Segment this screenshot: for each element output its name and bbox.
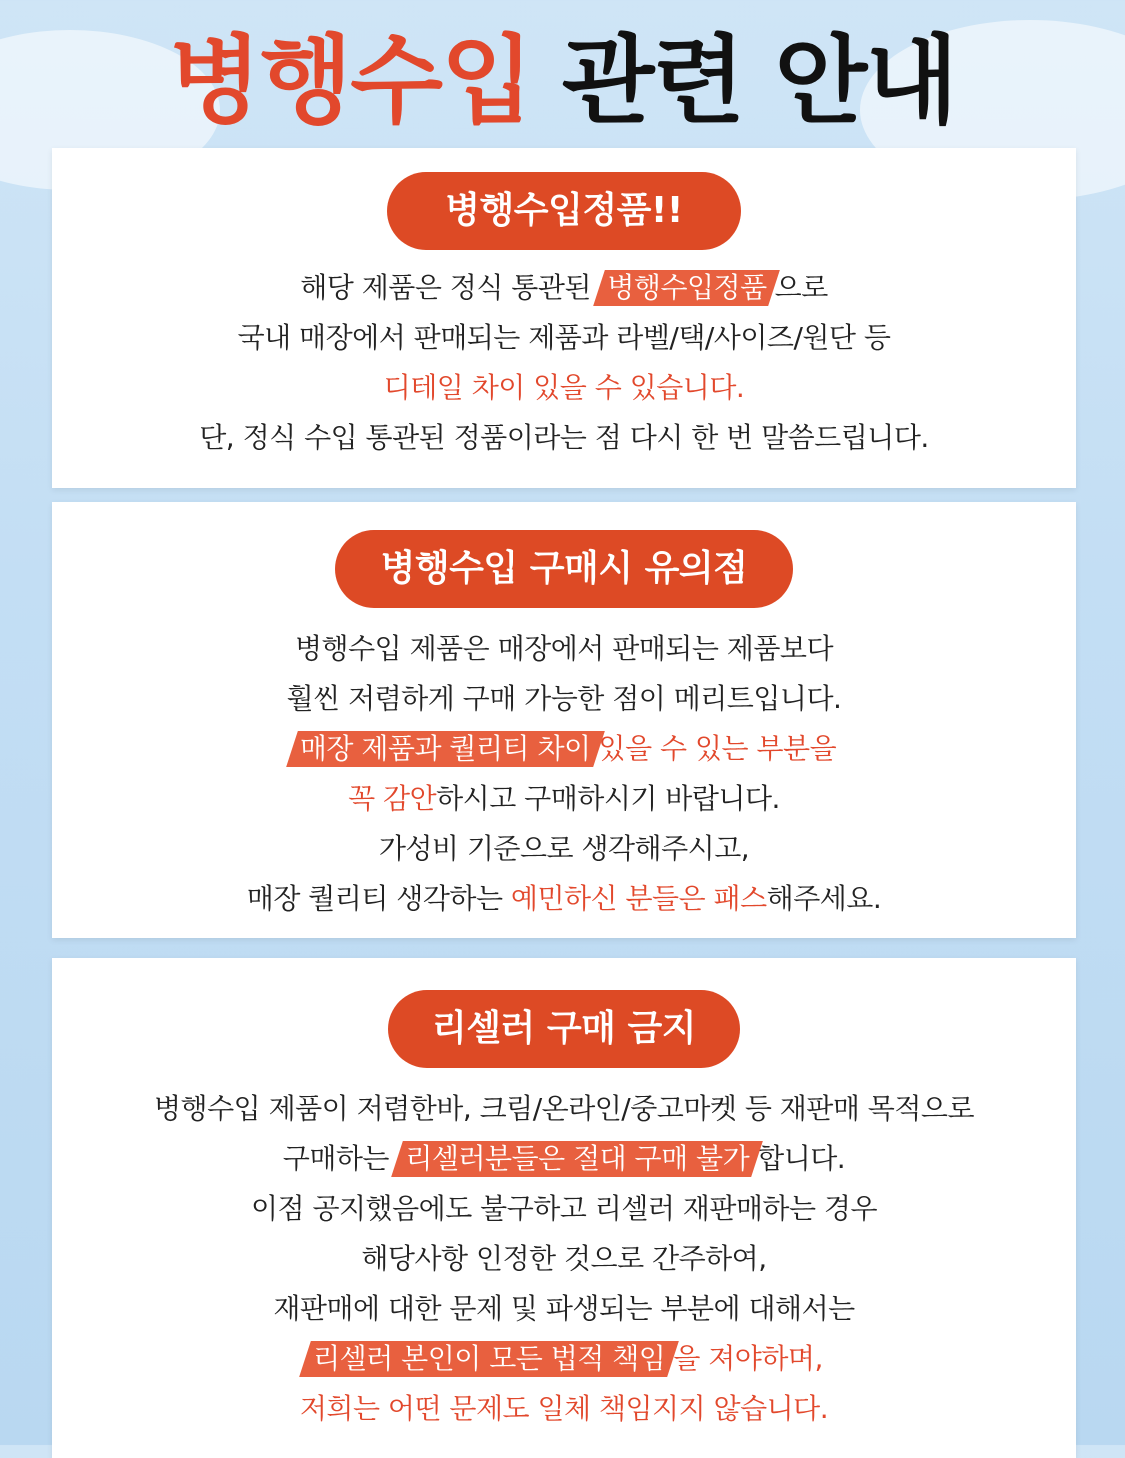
notice-line: 리셀러 본인이 모든 법적 책임 을 져야하며, xyxy=(52,1334,1076,1384)
notice-line: 매장 제품과 퀄리티 차이 있을 수 있는 부분을 xyxy=(52,724,1076,774)
highlight-label: 리셀러 본인이 모든 법적 책임 xyxy=(305,1339,673,1379)
notice-line: 병행수입 제품이 저렴한바, 크림/온라인/중고마켓 등 재판매 목적으로 xyxy=(153,1092,975,1125)
notice-text xyxy=(52,624,1076,924)
page-title xyxy=(0,8,1125,138)
notice-card-genuine xyxy=(52,148,1076,488)
notice-text xyxy=(52,1084,1076,1434)
notice-card-caution xyxy=(52,502,1076,938)
notice-text xyxy=(52,263,1076,463)
notice-line: 이점 공지했음에도 불구하고 리셀러 재판매하는 경우 xyxy=(250,1192,878,1225)
section-badge: 리셀러 구매 금지 xyxy=(388,990,740,1068)
highlight-label: 병행수입정품 xyxy=(599,268,774,308)
notice-line: 훨씬 저렴하게 구매 가능한 점이 메리트입니다. xyxy=(286,682,842,715)
notice-line: 해당사항 인정한 것으로 간주하여, xyxy=(361,1242,767,1275)
notice-line: 가성비 기준으로 생각해주시고, xyxy=(378,832,750,865)
notice-card-reseller xyxy=(52,958,1076,1458)
page-title-highlight: 병행수입 xyxy=(168,24,532,137)
notice-line: 구매하는 리셀러분들은 절대 구매 불가 합니다. xyxy=(52,1134,1076,1184)
notice-line: 재판매에 대한 문제 및 파생되는 부분에 대해서는 xyxy=(273,1292,855,1325)
highlight-label: 매장 제품과 퀄리티 차이 xyxy=(292,729,599,769)
page-title-rest: 관련 안내 xyxy=(561,24,957,137)
notice-line: 단, 정식 수입 통관된 정품이라는 점 다시 한 번 말씀드립니다. xyxy=(199,421,929,454)
notice-line: 해당 제품은 정식 통관된 병행수입정품 으로 xyxy=(52,263,1076,313)
notice-line: 매장 퀄리티 생각하는 예민하신 분들은 패스해주세요. xyxy=(246,882,882,915)
notice-line-emphasis: 저희는 어떤 문제도 일체 책임지지 않습니다. xyxy=(299,1392,829,1425)
notice-line-emphasis: 디테일 차이 있을 수 있습니다. xyxy=(383,371,745,404)
highlight-label: 리셀러분들은 절대 구매 불가 xyxy=(397,1139,757,1179)
section-badge: 병행수입 구매시 유의점 xyxy=(335,530,793,608)
notice-line: 국내 매장에서 판매되는 제품과 라벨/택/사이즈/원단 등 xyxy=(237,321,891,354)
notice-line: 꼭 감안하시고 구매하시기 바랍니다. xyxy=(348,782,780,815)
notice-line: 병행수입 제품은 매장에서 판매되는 제품보다 xyxy=(294,632,834,665)
section-badge: 병행수입정품!! xyxy=(387,172,741,250)
